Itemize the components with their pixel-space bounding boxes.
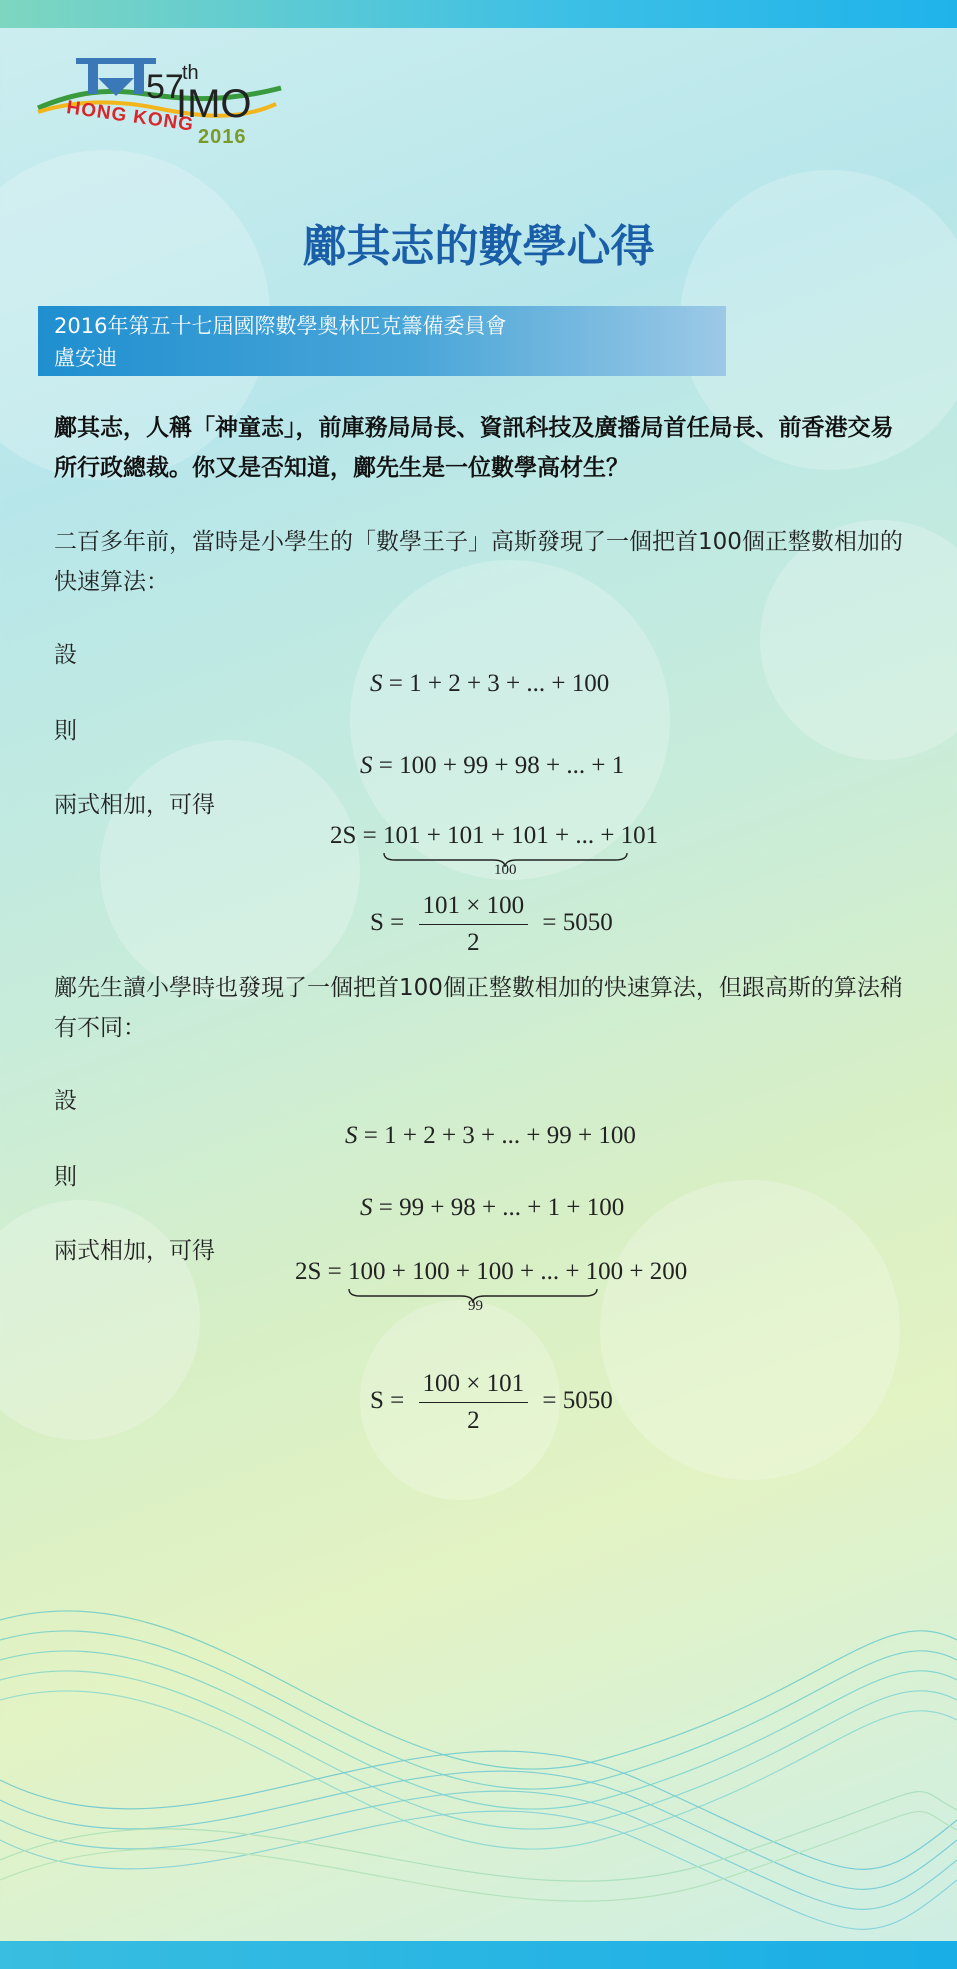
eq-lhs: S = [370, 1387, 405, 1415]
eq-rhs: = 100 + 99 + 98 + ... + 1 [378, 752, 625, 779]
logo-number: 57 [146, 68, 184, 106]
fraction-denominator: 2 [467, 1407, 480, 1434]
equation-4 [370, 892, 613, 957]
author-name: 盧安迪 [54, 346, 117, 370]
eq-lhs: 2S = [330, 822, 377, 849]
sum-label: 兩式相加，可得 [54, 1238, 215, 1264]
background-bubble [600, 1180, 900, 1480]
kwong-paragraph: 鄺先生讀小學時也發現了一個把首100個正整數相加的快速算法，但跟高斯的算法稍有不同： [54, 975, 903, 1041]
equation-2 [360, 752, 624, 780]
equation-7 [295, 1258, 687, 1286]
fraction [419, 1370, 529, 1435]
equation-6 [360, 1194, 624, 1222]
decorative-waves [0, 1560, 957, 1940]
sum-label: 兩式相加，可得 [54, 792, 215, 818]
logo-location: HONG KONG [65, 97, 196, 136]
equation-1 [370, 670, 609, 698]
eq-variable: S [370, 670, 383, 697]
equation-3 [330, 822, 658, 850]
eq-rhs: = 5050 [542, 1387, 613, 1415]
top-color-bar [0, 0, 957, 28]
let-label: 設 [54, 1088, 77, 1114]
eq-rhs: = 1 + 2 + 3 + ... + 100 [388, 670, 610, 697]
fraction-denominator: 2 [467, 929, 480, 956]
background-bubble [100, 740, 360, 1000]
intro-paragraph: 鄺其志，人稱「神童志」，前庫務局局長、資訊科技及廣播局首任局長、前香港交易所行政總裁。你又是否知道，鄺先生是一位數學高材生？ [54, 415, 894, 481]
brace-count-label: 100 [494, 862, 517, 878]
author-banner [38, 306, 726, 376]
logo-name: IMO [176, 82, 252, 126]
fraction-numerator: 101 × 100 [419, 892, 529, 925]
let-label: 設 [54, 642, 77, 668]
brace-count-label: 99 [468, 1298, 483, 1314]
underbrace-group [383, 822, 658, 850]
eq-rhs: = 5050 [542, 909, 613, 937]
then-label: 則 [54, 718, 77, 744]
imo-2016-logo [36, 48, 286, 148]
underbrace-group [348, 1258, 623, 1286]
eq-rhs: = 99 + 98 + ... + 1 + 100 [378, 1194, 625, 1221]
eq-lhs: S = [370, 909, 405, 937]
fraction [419, 892, 529, 957]
eq-variable: S [345, 1122, 358, 1149]
eq-brace-terms: 100 + 100 + 100 + ... + 100 [348, 1258, 624, 1285]
logo-suffix: th [182, 62, 199, 84]
equation-5 [345, 1122, 636, 1150]
eq-tail: + 200 [629, 1258, 688, 1285]
page-title: 鄺其志的數學心得 [302, 221, 655, 272]
eq-variable: S [360, 1194, 373, 1221]
eq-variable: S [360, 752, 373, 779]
fraction-numerator: 100 × 101 [419, 1370, 529, 1403]
eq-rhs: = 1 + 2 + 3 + ... + 99 + 100 [363, 1122, 636, 1149]
equation-8 [370, 1370, 613, 1435]
committee-name: 2016年第五十七屆國際數學奧林匹克籌備委員會 [54, 314, 507, 338]
eq-lhs: 2S = [295, 1258, 342, 1285]
eq-brace-terms: 101 + 101 + 101 + ... + 101 [383, 822, 659, 849]
gauss-paragraph: 二百多年前，當時是小學生的「數學王子」高斯發現了一個把首100個正整數相加的快速算法： [54, 529, 903, 595]
bottom-color-bar [0, 1941, 957, 1969]
logo-year: 2016 [198, 126, 247, 148]
then-label: 則 [54, 1164, 77, 1190]
